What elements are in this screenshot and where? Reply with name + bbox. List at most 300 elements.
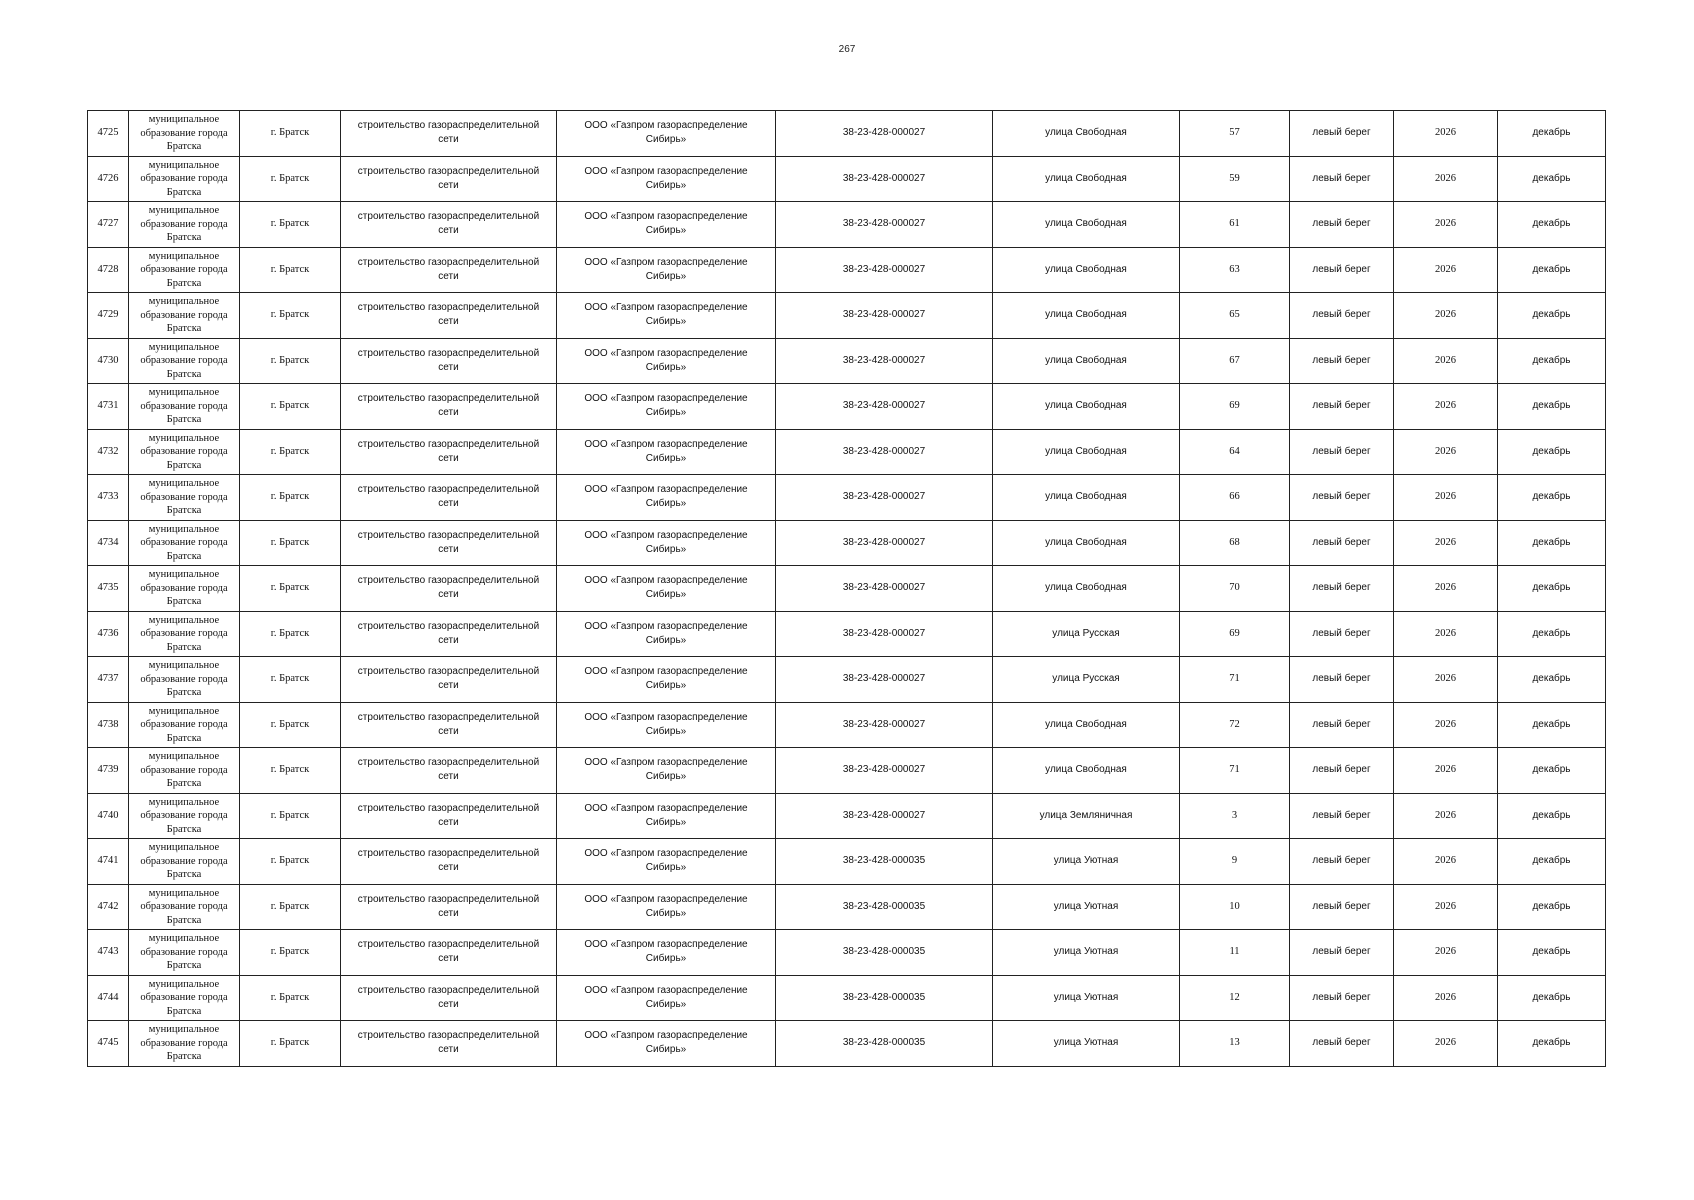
cell-organization-line: Сибирь» [645, 634, 687, 646]
cell-work-type-line: строительство газораспределительной [357, 529, 540, 541]
cell-row-number: 4738 [88, 702, 129, 748]
table-row [88, 156, 1606, 202]
cell-municipality-line: образование города [140, 719, 228, 730]
cell-work-type [341, 429, 557, 475]
cell-settlement: г. Братск [240, 702, 341, 748]
cell-street: улица Уютная [993, 975, 1180, 1021]
cell-municipality [129, 520, 240, 566]
cell-organization-line: ООО «Газпром газораспределение [584, 1030, 748, 1042]
cell-work-type-line: сети [438, 634, 459, 646]
cell-organization-line: Сибирь» [645, 407, 687, 419]
cell-settlement: г. Братск [240, 520, 341, 566]
cell-month: декабрь [1498, 338, 1606, 384]
cell-work-type [341, 930, 557, 976]
cell-city-bank: левый берег [1290, 975, 1394, 1021]
table-row [88, 338, 1606, 384]
cell-program-code: 38-23-428-000027 [776, 338, 993, 384]
cell-municipality-line: муниципальное [148, 432, 220, 444]
cell-organization-line: Сибирь» [645, 225, 687, 237]
cell-municipality-line: образование города [140, 446, 228, 457]
cell-year: 2026 [1394, 202, 1498, 248]
cell-organization-line: Сибирь» [645, 179, 687, 191]
cell-organization [557, 884, 776, 930]
cell-city-bank: левый берег [1290, 930, 1394, 976]
cell-municipality-line: муниципальное [148, 978, 220, 990]
cell-work-type-line: сети [438, 452, 459, 464]
cell-house-number: 64 [1180, 429, 1290, 475]
cell-organization [557, 611, 776, 657]
cell-year: 2026 [1394, 111, 1498, 157]
cell-year: 2026 [1394, 930, 1498, 976]
cell-row-number: 4730 [88, 338, 129, 384]
cell-organization-line: Сибирь» [645, 725, 687, 737]
cell-work-type-line: строительство газораспределительной [357, 347, 540, 359]
cell-settlement: г. Братск [240, 839, 341, 885]
cell-municipality-line: Братска [166, 186, 202, 198]
cell-city-bank: левый берег [1290, 839, 1394, 885]
cell-organization [557, 1021, 776, 1067]
cell-organization [557, 839, 776, 885]
cell-city-bank: левый берег [1290, 1021, 1394, 1067]
table-row [88, 247, 1606, 293]
cell-work-type-line: строительство газораспределительной [357, 984, 540, 996]
cell-municipality [129, 748, 240, 794]
cell-program-code: 38-23-428-000027 [776, 748, 993, 794]
cell-work-type-line: строительство газораспределительной [357, 893, 540, 905]
cell-settlement: г. Братск [240, 793, 341, 839]
cell-program-code: 38-23-428-000027 [776, 111, 993, 157]
cell-work-type [341, 520, 557, 566]
cell-settlement: г. Братск [240, 884, 341, 930]
cell-work-type-line: строительство газораспределительной [357, 711, 540, 723]
cell-settlement: г. Братск [240, 338, 341, 384]
cell-year: 2026 [1394, 611, 1498, 657]
cell-settlement: г. Братск [240, 975, 341, 1021]
cell-organization-line: ООО «Газпром газораспределение [584, 984, 748, 996]
cell-month: декабрь [1498, 930, 1606, 976]
cell-row-number: 4735 [88, 566, 129, 612]
cell-city-bank: левый берег [1290, 657, 1394, 703]
cell-work-type [341, 702, 557, 748]
table-row [88, 975, 1606, 1021]
cell-work-type [341, 384, 557, 430]
cell-work-type-line: строительство газораспределительной [357, 575, 540, 587]
cell-work-type [341, 793, 557, 839]
cell-city-bank: левый берег [1290, 247, 1394, 293]
table-row [88, 657, 1606, 703]
cell-organization-line: Сибирь» [645, 862, 687, 874]
cell-month: декабрь [1498, 611, 1606, 657]
cell-year: 2026 [1394, 748, 1498, 794]
cell-work-type [341, 884, 557, 930]
cell-organization-line: ООО «Газпром газораспределение [584, 893, 748, 905]
cell-municipality-line: Братска [166, 869, 202, 880]
cell-work-type-line: строительство газораспределительной [357, 802, 540, 814]
cell-settlement: г. Братск [240, 611, 341, 657]
cell-municipality [129, 384, 240, 430]
cell-municipality [129, 156, 240, 202]
cell-organization-line: ООО «Газпром газораспределение [584, 529, 748, 541]
cell-year: 2026 [1394, 247, 1498, 293]
cell-organization-line: Сибирь» [645, 680, 687, 692]
cell-street: улица Свободная [993, 429, 1180, 475]
cell-municipality-line: муниципальное [148, 887, 220, 899]
cell-organization-line: ООО «Газпром газораспределение [584, 438, 748, 450]
cell-municipality-line: Братска [166, 232, 202, 243]
cell-house-number: 66 [1180, 475, 1290, 521]
cell-month: декабрь [1498, 111, 1606, 157]
table-row [88, 520, 1606, 566]
table-row [88, 884, 1606, 930]
cell-settlement: г. Братск [240, 247, 341, 293]
cell-municipality-line: образование города [140, 901, 228, 912]
cell-month: декабрь [1498, 975, 1606, 1021]
cell-work-type-line: строительство газораспределительной [357, 484, 540, 496]
cell-house-number: 67 [1180, 338, 1290, 384]
cell-program-code: 38-23-428-000027 [776, 475, 993, 521]
cell-street: улица Свободная [993, 202, 1180, 248]
cell-organization [557, 975, 776, 1021]
cell-organization [557, 384, 776, 430]
cell-work-type-line: сети [438, 998, 459, 1010]
table-row [88, 566, 1606, 612]
cell-house-number: 71 [1180, 657, 1290, 703]
cell-municipality-line: муниципальное [148, 796, 220, 808]
cell-house-number: 11 [1180, 930, 1290, 976]
cell-municipality [129, 111, 240, 157]
cell-month: декабрь [1498, 1021, 1606, 1067]
cell-city-bank: левый берег [1290, 793, 1394, 839]
cell-organization-line: Сибирь» [645, 771, 687, 783]
cell-organization-line: Сибирь» [645, 316, 687, 328]
cell-street: улица Свободная [993, 748, 1180, 794]
cell-row-number: 4728 [88, 247, 129, 293]
cell-month: декабрь [1498, 156, 1606, 202]
cell-program-code: 38-23-428-000035 [776, 975, 993, 1021]
cell-work-type [341, 1021, 557, 1067]
cell-program-code: 38-23-428-000035 [776, 884, 993, 930]
cell-city-bank: левый берег [1290, 338, 1394, 384]
cell-year: 2026 [1394, 293, 1498, 339]
cell-organization [557, 338, 776, 384]
cell-work-type-line: сети [438, 316, 459, 328]
cell-row-number: 4742 [88, 884, 129, 930]
cell-municipality-line: муниципальное [148, 1024, 220, 1035]
cell-house-number: 57 [1180, 111, 1290, 157]
cell-settlement: г. Братск [240, 1021, 341, 1067]
cell-municipality-line: образование города [140, 628, 228, 639]
cell-organization-line: ООО «Газпром газораспределение [584, 393, 748, 405]
cell-organization [557, 657, 776, 703]
cell-work-type-line: сети [438, 816, 459, 828]
cell-city-bank: левый берег [1290, 884, 1394, 930]
cell-work-type-line: сети [438, 771, 459, 783]
cell-municipality-line: муниципальное [148, 341, 220, 353]
cell-work-type [341, 975, 557, 1021]
cell-work-type [341, 156, 557, 202]
cell-organization-line: ООО «Газпром газораспределение [584, 302, 748, 314]
table-row [88, 748, 1606, 794]
cell-organization-line: Сибирь» [645, 998, 687, 1010]
cell-street: улица Свободная [993, 111, 1180, 157]
cell-program-code: 38-23-428-000027 [776, 202, 993, 248]
cell-street: улица Русская [993, 657, 1180, 703]
cell-program-code: 38-23-428-000035 [776, 839, 993, 885]
cell-year: 2026 [1394, 884, 1498, 930]
cell-municipality-line: Братска [166, 459, 202, 471]
cell-program-code: 38-23-428-000027 [776, 293, 993, 339]
cell-city-bank: левый берег [1290, 156, 1394, 202]
cell-city-bank: левый берег [1290, 566, 1394, 612]
cell-municipality-line: муниципальное [148, 478, 220, 489]
cell-municipality [129, 611, 240, 657]
cell-year: 2026 [1394, 520, 1498, 566]
cell-month: декабрь [1498, 247, 1606, 293]
cell-municipality-line: Братска [166, 323, 202, 334]
cell-street: улица Свободная [993, 520, 1180, 566]
cell-municipality-line: муниципальное [148, 705, 220, 717]
cell-program-code: 38-23-428-000027 [776, 384, 993, 430]
cell-settlement: г. Братск [240, 429, 341, 475]
cell-house-number: 68 [1180, 520, 1290, 566]
cell-city-bank: левый берег [1290, 748, 1394, 794]
cell-month: декабрь [1498, 202, 1606, 248]
cell-work-type-line: сети [438, 1044, 459, 1056]
cell-organization [557, 930, 776, 976]
table-row [88, 111, 1606, 157]
cell-municipality-line: муниципальное [148, 842, 220, 853]
cell-organization [557, 702, 776, 748]
cell-row-number: 4725 [88, 111, 129, 157]
cell-organization [557, 202, 776, 248]
cell-work-type-line: строительство газораспределительной [357, 438, 540, 450]
table-row [88, 702, 1606, 748]
cell-municipality [129, 793, 240, 839]
cell-row-number: 4731 [88, 384, 129, 430]
cell-year: 2026 [1394, 475, 1498, 521]
cell-municipality-line: образование города [140, 537, 228, 548]
cell-street: улица Уютная [993, 839, 1180, 885]
cell-organization-line: ООО «Газпром газораспределение [584, 939, 748, 951]
cell-month: декабрь [1498, 657, 1606, 703]
cell-work-type-line: строительство газораспределительной [357, 120, 540, 132]
cell-year: 2026 [1394, 566, 1498, 612]
cell-work-type-line: сети [438, 543, 459, 555]
cell-work-type-line: сети [438, 498, 459, 510]
cell-organization-line: ООО «Газпром газораспределение [584, 666, 748, 678]
cell-work-type [341, 475, 557, 521]
cell-organization-line: Сибирь» [645, 134, 687, 146]
cell-organization [557, 247, 776, 293]
cell-municipality-line: Братска [166, 368, 202, 380]
cell-row-number: 4740 [88, 793, 129, 839]
cell-municipality-line: образование города [140, 127, 228, 139]
cell-work-type [341, 338, 557, 384]
cell-municipality-line: образование города [140, 764, 228, 776]
cell-municipality-line: образование города [140, 1037, 228, 1049]
page-number: 267 [838, 44, 856, 55]
cell-municipality [129, 202, 240, 248]
table-row [88, 475, 1606, 521]
cell-street: улица Земляничная [993, 793, 1180, 839]
cell-month: декабрь [1498, 839, 1606, 885]
cell-work-type-line: строительство газораспределительной [357, 620, 540, 632]
cell-work-type [341, 202, 557, 248]
cell-month: декабрь [1498, 702, 1606, 748]
cell-street: улица Уютная [993, 1021, 1180, 1067]
cell-municipality [129, 839, 240, 885]
cell-city-bank: левый берег [1290, 202, 1394, 248]
table-row [88, 1021, 1606, 1067]
cell-work-type [341, 247, 557, 293]
cell-house-number: 69 [1180, 611, 1290, 657]
cell-work-type-line: сети [438, 225, 459, 237]
cell-municipality-line: Братска [166, 732, 202, 744]
cell-month: декабрь [1498, 384, 1606, 430]
cell-work-type [341, 657, 557, 703]
cell-street: улица Свободная [993, 475, 1180, 521]
cell-municipality-line: образование города [140, 582, 228, 594]
cell-house-number: 13 [1180, 1021, 1290, 1067]
cell-work-type-line: сети [438, 270, 459, 282]
cell-year: 2026 [1394, 384, 1498, 430]
cell-city-bank: левый берег [1290, 293, 1394, 339]
cell-organization-line: ООО «Газпром газораспределение [584, 620, 748, 632]
cell-municipality-line: образование города [140, 218, 228, 230]
cell-month: декабрь [1498, 475, 1606, 521]
cell-work-type-line: строительство газораспределительной [357, 302, 540, 314]
cell-year: 2026 [1394, 975, 1498, 1021]
cell-organization-line: ООО «Газпром газораспределение [584, 256, 748, 268]
cell-program-code: 38-23-428-000027 [776, 657, 993, 703]
cell-year: 2026 [1394, 338, 1498, 384]
cell-row-number: 4736 [88, 611, 129, 657]
cell-organization-line: ООО «Газпром газораспределение [584, 711, 748, 723]
cell-municipality-line: образование города [140, 855, 228, 867]
cell-municipality-line: Братска [166, 414, 202, 425]
cell-city-bank: левый берег [1290, 475, 1394, 521]
cell-house-number: 69 [1180, 384, 1290, 430]
cell-work-type-line: сети [438, 725, 459, 737]
cell-municipality-line: муниципальное [148, 205, 220, 216]
cell-program-code: 38-23-428-000027 [776, 566, 993, 612]
cell-organization-line: ООО «Газпром газораспределение [584, 848, 748, 860]
cell-organization-line: Сибирь» [645, 543, 687, 555]
cell-municipality-line: муниципальное [148, 296, 220, 307]
cell-municipality-line: образование города [140, 400, 228, 412]
cell-house-number: 61 [1180, 202, 1290, 248]
cell-settlement: г. Братск [240, 111, 341, 157]
cell-organization-line: Сибирь» [645, 1044, 687, 1056]
cell-city-bank: левый берег [1290, 111, 1394, 157]
cell-municipality-line: муниципальное [148, 523, 220, 535]
cell-organization [557, 293, 776, 339]
table-row [88, 930, 1606, 976]
cell-municipality-line: образование города [140, 264, 228, 275]
cell-organization [557, 475, 776, 521]
cell-work-type-line: сети [438, 862, 459, 874]
cell-municipality-line: муниципальное [148, 933, 220, 944]
cell-house-number: 3 [1180, 793, 1290, 839]
cell-house-number: 72 [1180, 702, 1290, 748]
cell-organization-line: Сибирь» [645, 953, 687, 965]
cell-street: улица Свободная [993, 338, 1180, 384]
cell-year: 2026 [1394, 702, 1498, 748]
cell-organization-line: ООО «Газпром газораспределение [584, 575, 748, 587]
cell-municipality-line: Братска [166, 505, 202, 516]
cell-house-number: 12 [1180, 975, 1290, 1021]
cell-program-code: 38-23-428-000027 [776, 156, 993, 202]
cell-organization [557, 793, 776, 839]
cell-month: декабрь [1498, 429, 1606, 475]
table-body [88, 111, 1606, 1067]
cell-work-type-line: сети [438, 361, 459, 373]
cell-municipality [129, 293, 240, 339]
cell-municipality-line: Братска [166, 823, 202, 835]
cell-year: 2026 [1394, 156, 1498, 202]
table-row [88, 429, 1606, 475]
cell-municipality-line: муниципальное [148, 751, 220, 762]
cell-settlement: г. Братск [240, 384, 341, 430]
cell-month: декабрь [1498, 884, 1606, 930]
cell-municipality-line: образование города [140, 173, 228, 184]
cell-municipality-line: образование города [140, 946, 228, 958]
cell-municipality-line: Братска [166, 778, 202, 789]
cell-month: декабрь [1498, 793, 1606, 839]
cell-municipality-line: образование города [140, 673, 228, 685]
cell-organization-line: ООО «Газпром газораспределение [584, 211, 748, 223]
cell-municipality [129, 338, 240, 384]
table-row [88, 293, 1606, 339]
table-row [88, 611, 1606, 657]
cell-city-bank: левый берег [1290, 702, 1394, 748]
cell-organization-line: ООО «Газпром газораспределение [584, 802, 748, 814]
cell-program-code: 38-23-428-000027 [776, 793, 993, 839]
cell-row-number: 4727 [88, 202, 129, 248]
cell-house-number: 59 [1180, 156, 1290, 202]
cell-organization-line: Сибирь» [645, 361, 687, 373]
cell-house-number: 70 [1180, 566, 1290, 612]
cell-street: улица Свободная [993, 384, 1180, 430]
cell-work-type-line: строительство газораспределительной [357, 666, 540, 678]
cell-municipality [129, 566, 240, 612]
cell-street: улица Русская [993, 611, 1180, 657]
cell-house-number: 63 [1180, 247, 1290, 293]
cell-work-type [341, 748, 557, 794]
cell-work-type [341, 839, 557, 885]
cell-row-number: 4737 [88, 657, 129, 703]
cell-municipality-line: образование города [140, 309, 228, 321]
cell-municipality [129, 429, 240, 475]
cell-settlement: г. Братск [240, 202, 341, 248]
cell-municipality-line: муниципальное [148, 569, 220, 580]
cell-work-type-line: сети [438, 179, 459, 191]
cell-work-type-line: сети [438, 407, 459, 419]
cell-organization-line: Сибирь» [645, 907, 687, 919]
cell-municipality-line: Братска [166, 914, 202, 926]
cell-settlement: г. Братск [240, 156, 341, 202]
cell-settlement: г. Братск [240, 566, 341, 612]
cell-house-number: 71 [1180, 748, 1290, 794]
table-row [88, 384, 1606, 430]
cell-street: улица Свободная [993, 293, 1180, 339]
cell-row-number: 4741 [88, 839, 129, 885]
cell-municipality-line: Братска [166, 596, 202, 607]
cell-house-number: 65 [1180, 293, 1290, 339]
cell-year: 2026 [1394, 793, 1498, 839]
cell-organization [557, 111, 776, 157]
cell-organization-line: Сибирь» [645, 452, 687, 464]
